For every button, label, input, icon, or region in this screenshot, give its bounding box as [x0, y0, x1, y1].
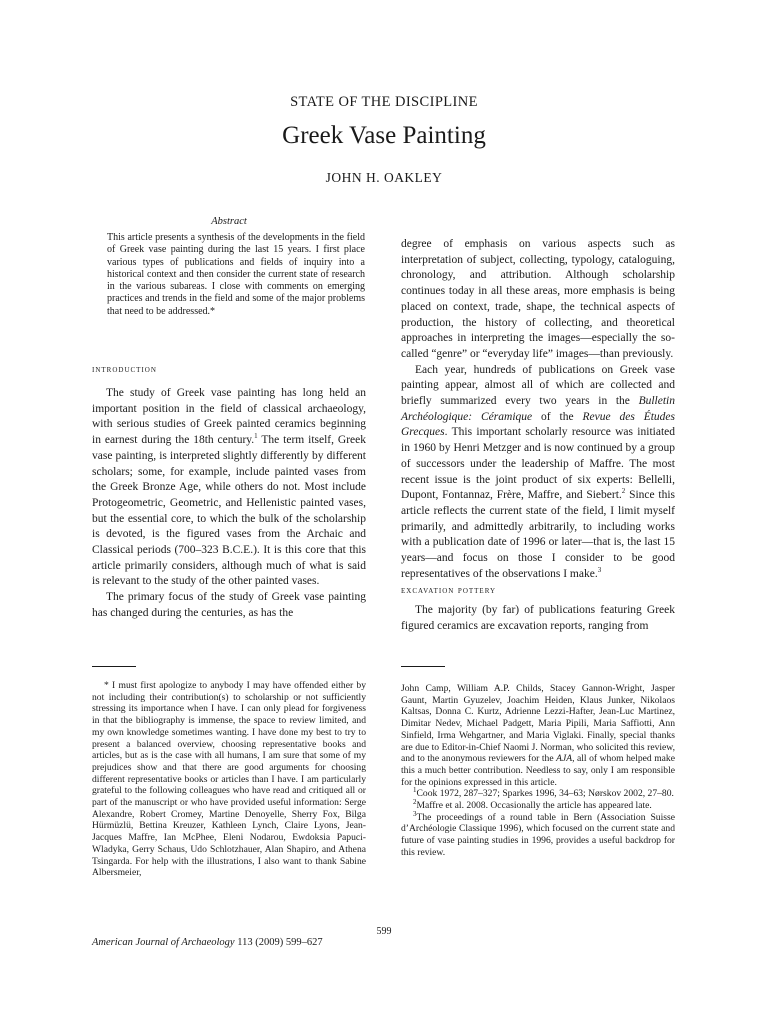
abstract-heading: Abstract [211, 216, 247, 227]
footnote-ref[interactable]: 3 [597, 565, 602, 574]
abstract-text: This article presents a synthesis of the developments in the field of Greek vase painting during the last 15 years. I first place various types of publications and fields of inquiry into a historical context and then consider the current state of research in the various subareas. I close with comments on emerging practices and trends in the field and some of the major problems that need to be addressed.* [107, 232, 365, 317]
italic-abbrev: AJA [556, 753, 573, 765]
footnote-3 [401, 809, 675, 859]
page-number: 599 [376, 926, 392, 937]
journal-citation [92, 937, 323, 948]
author-name: JOHN H. OAKLEY [325, 170, 443, 185]
text-run: . This important scholarly resource was initiated in 1960 by Henri Metzger and is now continued by a group of successors under the leadership of Maffre. The most recent issue is the joint product of six experts: Bellelli, Dupont, Fontannaz, Frère, Maffre, and Siebert. [401, 426, 675, 502]
text-run: Each year, hundreds of publications on Greek vase painting appear, almost all of which are collected and briefly summarized every two years in the [401, 363, 675, 408]
footnote-text: Maffre et al. 2008. Occasionally the article has appeared late. [416, 800, 652, 812]
footnote-number: 1 [413, 786, 417, 795]
footnote-1 [401, 788, 675, 800]
footnote-text: Cook 1972, 287–327; Sparkes 1996, 34–63; Nørskov 2002, 27–80. [416, 788, 674, 800]
text-run: , all of whom helped make this a much better contribution. Needless to say, only I am responsible for the opinions expressed in this article. [401, 753, 675, 788]
left-column-body [92, 386, 366, 622]
footnote-2 [401, 797, 675, 812]
italic-title: Bulletin Archéologique: Céramique [401, 395, 675, 423]
footnote-number: 3 [413, 809, 417, 818]
footnotes-left [92, 680, 366, 879]
footnote-divider [92, 666, 136, 667]
footnotes-right [401, 683, 675, 859]
footnote-ref[interactable]: 2 [621, 487, 626, 496]
article-title: Greek Vase Painting [282, 122, 486, 149]
paragraph [92, 386, 366, 590]
text-run: John Camp, William A.P. Childs, Stacey Gannon-Wright, Jasper Gaunt, Martin Gyuzelev, Joachim Heiden, Klaus Junker, Nikolaos Kaltsas, Donna C. Kurtz, Adrienne Lezzi-Hafter, Jean-Luc Martinez, Dimitar Nedev, Michael Padgett, Maria Pipili, Maria Saffiotti, Ann Sinfield, Irma Wehgartner, and Maria Viglaki. Finally, special thanks are due to Editor-in-Chief Naomi J. Norman, who solicited this review, and to the anonymous reviewers for the [401, 683, 675, 765]
paragraph: degree of emphasis on various aspects such as interpretation of subject, collecting, typology, cataloguing, chronology, and attribution. Although scholarship continues today in all these areas, more emphasis is being placed on context, trade, shape, the technical aspects of production, the history of collecting, and theoretical approaches in interpreting the images—especially the so-called “genre” or “everyday life” images—than previously. [401, 238, 675, 360]
text-run: The term itself, Greek vase painting, is interpreted slightly differently by different scholars; some, for example, include painted vases from the Greek Bronze Age, while others do not. Most include Protogeometric, Geometric, and Hellenistic painted vases, but the essential core, to which the bulk of the scholarship is devoted, is the figured vases from the Archaic and Classical periods (700–323 B.C.E.). It is this core that this article primarily considers, although much of what is said is relevant to the study of the other painted vases. [92, 434, 366, 588]
paragraph: The primary focus of the study of Greek vase painting has changed during the centuries, as has the [92, 591, 366, 619]
footnote-divider [401, 666, 445, 667]
journal-name: American Journal of Archaeology [92, 937, 235, 948]
right-column-body-2 [401, 603, 675, 634]
section-heading-excavation: excavation pottery [401, 585, 497, 596]
right-column-body [401, 237, 675, 582]
paragraph [401, 363, 675, 583]
footnote-ref[interactable]: 1 [254, 432, 258, 441]
italic-title: Revue des Études Grecques [401, 410, 675, 439]
footnote-text: The proceedings of a round table in Bern (Association Suisse d’Archéologie Classique 1996), which focused on the current state and future of vase painting studies in 1996, provides a useful backdrop for this review. [401, 811, 675, 858]
paragraph: The majority (by far) of publications featuring Greek figured ceramics are excavation reports, ranging from [401, 604, 675, 632]
footnote-star: * I must first apologize to anybody I may have offended either by not including their contribution(s) to scholarship or not sufficiently stressing its importance when I have. I can only plead for forgiveness in that the bibliography is immense, the space to review limited, and my own knowledge sometimes wanting. I have done my best to try to present a balanced overview, choosing representative books and articles, but as is the case with all humans, I am sure that some of my prejudices show and that there are good arguments for choosing different representative books or articles than I have. I am particularly grateful to the following colleagues who have read and critiqued all or part of the manuscript or who have provided useful information: Serge Alexandre, Robert Cromey, Martine Denoyelle, Sherry Fox, Bilga Hürmüzlü, Bettina Kreuzer, Kathleen Lynch, Claire Lyons, Jean-Jacques Maffre, Ian McPhee, Eleni Nodarou, Ewdoksia Papuci-Wladyka, Gerry Schaus, Udo Schlotzhauer, Alan Shapiro, and Athena Tsingarda. For help with the illustrations, I also want to thank Sabine Albersmeier, [92, 680, 366, 879]
section-kicker: STATE OF THE DISCIPLINE [290, 94, 478, 110]
journal-details: 113 (2009) 599–627 [234, 937, 323, 948]
text-run: The study of Greek vase painting has long held an important position in the field of classical archaeology, with serious studies of Greek painted ceramics beginning in earnest during the 18th century. [92, 387, 366, 447]
text-run: of the [532, 410, 583, 423]
text-run: Since this article reflects the current state of the field, I limit myself primarily, and admittedly arbitrarily, to including works with a publication date of 1996 or later—that is, the last 15 years—and focus on those I consider to be good representatives of the observations I make. [401, 489, 676, 580]
footnote-star-continued [401, 683, 675, 788]
section-heading-introduction: introduction [92, 364, 157, 375]
footnote-number: 2 [413, 797, 417, 806]
